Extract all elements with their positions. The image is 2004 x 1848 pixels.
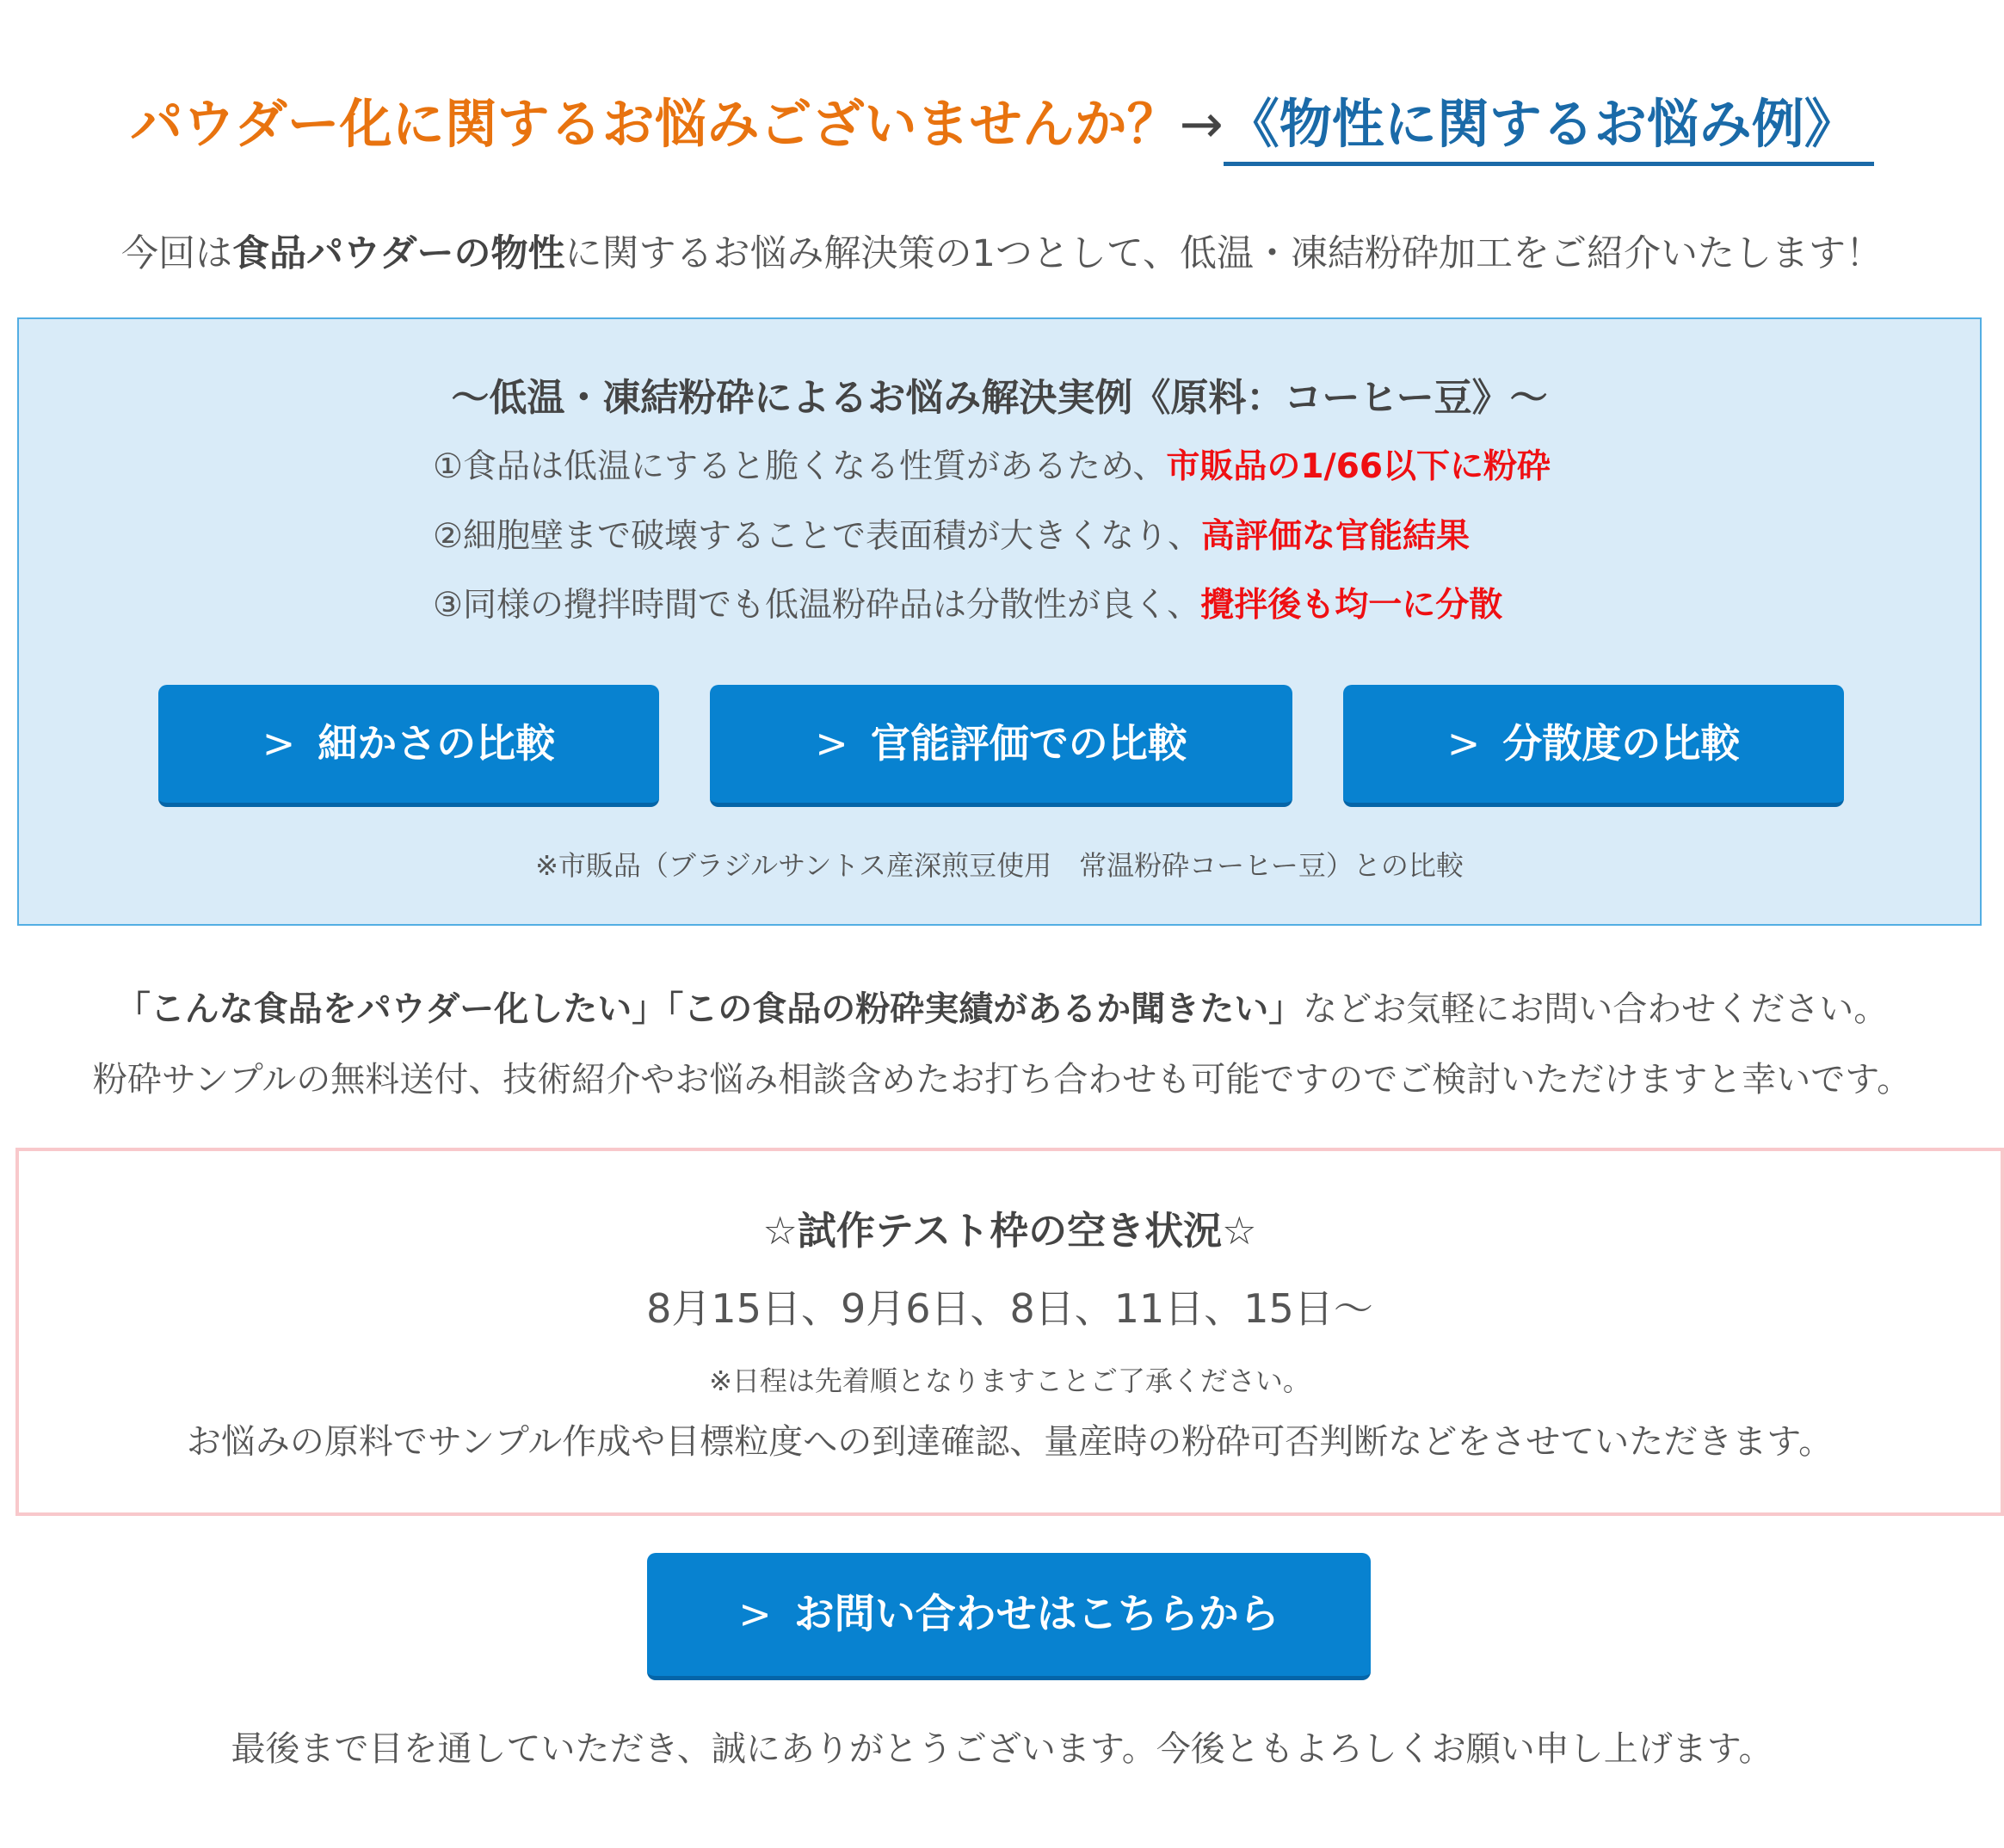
- intro-text: [0, 228, 2004, 280]
- intro-bold: 食品パウダーの物性: [231, 232, 565, 275]
- availability-dates: 8月15日、9月6日、8日、11日、15日～: [646, 1285, 1373, 1332]
- contact-line-2: 粉砕サンプルの無料送付、技術紹介やお悩み相談含めたお打ち合わせも可能ですのでご検討いただけますと幸いです。: [92, 1060, 1912, 1100]
- point-text: ①食品は低温にすると脆くなる性質があるため、: [433, 447, 1167, 486]
- fineness-comparison-button[interactable]: [158, 685, 659, 807]
- trouble-examples-link[interactable]: 《物性に関するお悩み例》: [1224, 94, 1874, 166]
- chevron-right-icon: >: [1446, 720, 1481, 767]
- sensory-evaluation-button[interactable]: [710, 685, 1292, 807]
- contact-line-1-bold: 「こんな食品をパウダー化したい」「この食品の粉砕実績があるか聞きたい」: [115, 989, 1304, 1029]
- point-highlight: 高評価な官能結果: [1200, 517, 1470, 556]
- button-label: 細かさの比較: [318, 720, 556, 767]
- point-highlight: 攪拌後も均一に分散: [1200, 586, 1503, 625]
- point-text: ③同様の攪拌時間でも低温粉砕品は分散性が良く、: [433, 586, 1201, 625]
- headline-question: パウダー化に関するお悩みございませんか？: [130, 94, 1180, 155]
- availability-description: お悩みの原料でサンプル作成や目標粒度への到達確認、量産時の粉砕可否判断などをさせていただきます。: [186, 1422, 1834, 1462]
- chevron-right-icon: >: [262, 720, 296, 767]
- intro-part2: に関するお悩み解決策の1つとして、低温・凍結粉砕加工をご紹介いたします！: [564, 232, 1884, 275]
- dispersion-comparison-button[interactable]: [1343, 685, 1844, 807]
- contact-us-button[interactable]: [647, 1553, 1371, 1680]
- contact-line-1-rest: などお気軽にお問い合わせください。: [1303, 989, 1889, 1029]
- chevron-right-icon: >: [738, 1591, 772, 1637]
- chevron-right-icon: >: [815, 720, 848, 767]
- comparison-note: ※市販品（ブラジルサントス産深煎豆使用 常温粉砕コーヒー豆）との比較: [535, 849, 1464, 882]
- availability-box: [15, 1148, 2004, 1516]
- availability-note: ※日程は先着順となりますことご了承ください。: [709, 1364, 1310, 1397]
- intro-part1: 今回は: [120, 232, 232, 275]
- solution-point-2: [433, 509, 1470, 557]
- button-label: 分散度の比較: [1502, 720, 1741, 767]
- solution-point-1: [433, 440, 1551, 488]
- availability-title: ☆試作テスト枠の空き状況☆: [762, 1208, 1257, 1254]
- button-label: 官能評価での比較: [870, 720, 1187, 767]
- point-highlight: 市販品の1/66以下に粉砕: [1166, 447, 1551, 486]
- solution-box: [17, 317, 1982, 926]
- point-text: ②細胞壁まで破壊することで表面積が大きくなり、: [433, 517, 1201, 556]
- closing-text: 最後まで目を通していただき、誠にありがとうございます。今後ともよろしくお願い申し上げます。: [231, 1729, 1773, 1769]
- headline: [0, 86, 2004, 163]
- headline-arrow: →: [1179, 94, 1224, 155]
- solution-title: ～低温・凍結粉砕によるお悩み解決実例《原料：コーヒー豆》～: [451, 376, 1548, 420]
- button-label: お問い合わせはこちらから: [793, 1591, 1279, 1638]
- contact-line-1: [0, 981, 2004, 1038]
- solution-point-3: [433, 578, 1502, 626]
